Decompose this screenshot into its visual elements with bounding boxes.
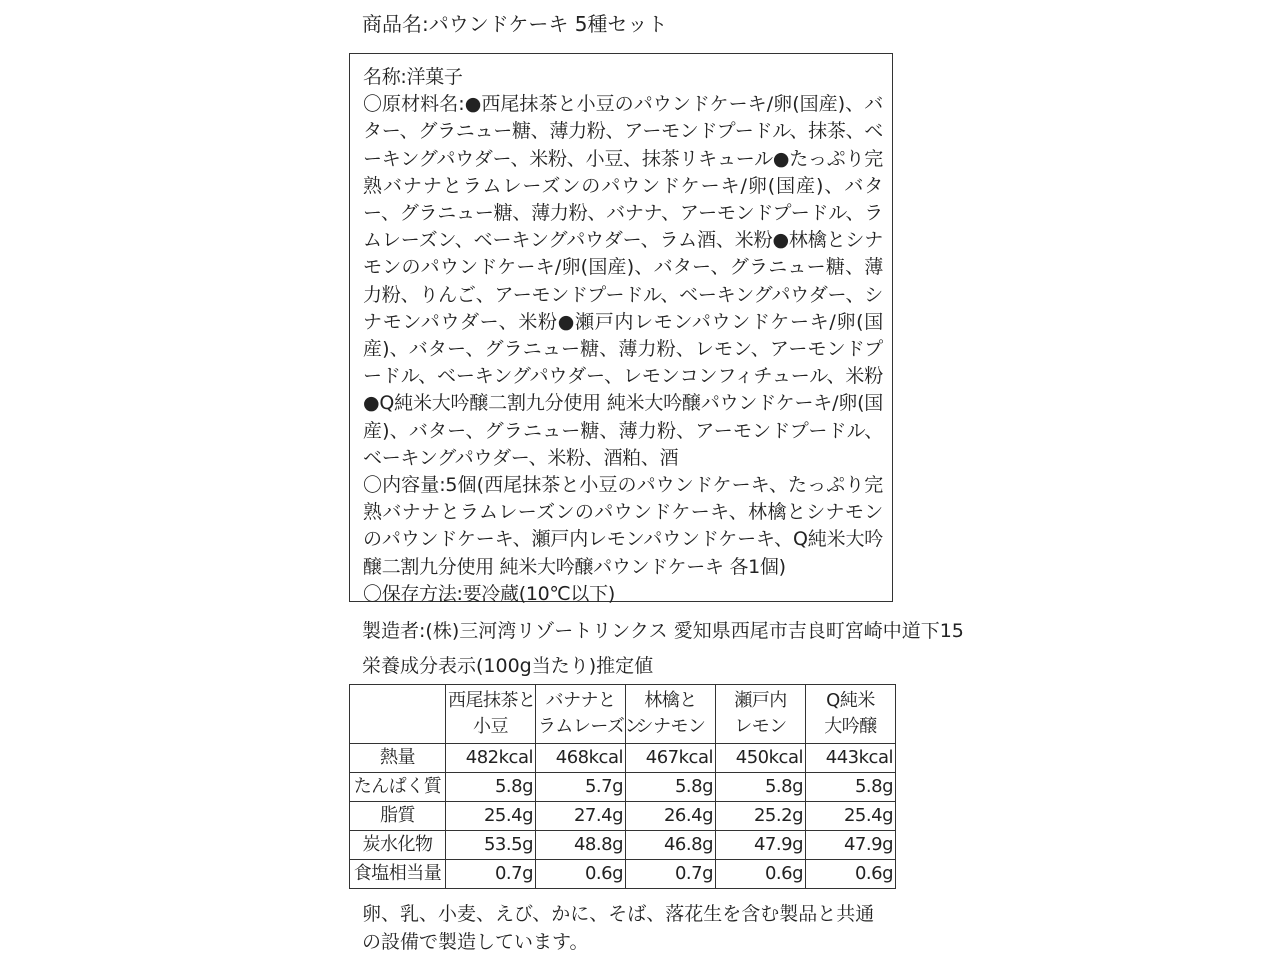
column-header <box>806 685 896 744</box>
table-cell: 443kcal <box>806 744 896 773</box>
nutrition-header-row <box>350 685 896 744</box>
product-name-value: パウンドケーキ 5種セット <box>428 12 668 36</box>
table-cell: 0.7g <box>446 860 536 889</box>
row-label: たんぱく質 <box>350 773 446 802</box>
column-header <box>446 685 536 744</box>
table-cell: 53.5g <box>446 831 536 860</box>
table-cell: 0.6g <box>536 860 626 889</box>
product-name <box>362 11 667 38</box>
nutrition-corner-cell <box>350 685 446 744</box>
table-cell: 27.4g <box>536 802 626 831</box>
table-cell: 46.8g <box>626 831 716 860</box>
table-cell: 25.4g <box>806 802 896 831</box>
column-header-line: Q純米 <box>826 690 875 711</box>
table-row <box>350 831 896 860</box>
table-row <box>350 802 896 831</box>
table-cell: 5.8g <box>716 773 806 802</box>
table-cell: 47.9g <box>716 831 806 860</box>
column-header-line: 西尾抹茶と <box>448 690 536 711</box>
column-header <box>626 685 716 744</box>
column-header <box>716 685 806 744</box>
contents-amount: 〇内容量:5個(西尾抹茶と小豆のパウンドケーキ、たっぷり完熟バナナとラムレーズンのパウンドケーキ、林檎とシナモンのパウンドケーキ、瀬戸内レモンパウンドケーキ、Q純米大吟醸二割九分使用 純米大吟醸パウンドケーキ 各1個) <box>363 474 883 578</box>
table-cell: 25.4g <box>446 802 536 831</box>
column-header-line: シナモン <box>635 716 706 737</box>
row-label: 炭水化物 <box>350 831 446 860</box>
table-cell: 450kcal <box>716 744 806 773</box>
row-label: 食塩相当量 <box>350 860 446 889</box>
column-header-line: バナナと <box>545 690 616 711</box>
product-name-label: 商品名: <box>362 12 429 36</box>
table-cell: 5.8g <box>806 773 896 802</box>
allergen-note-text: 卵、乳、小麦、えび、かに、そば、落花生を含む製品と共通の設備で製造しています。 <box>362 903 875 953</box>
allergen-note <box>362 900 892 956</box>
table-cell: 5.7g <box>536 773 626 802</box>
table-cell: 25.2g <box>716 802 806 831</box>
column-header-line: レモン <box>734 716 787 737</box>
table-cell: 48.8g <box>536 831 626 860</box>
table-cell: 47.9g <box>806 831 896 860</box>
column-header-line: 林檎と <box>644 690 697 711</box>
table-row <box>350 860 896 889</box>
column-header-line: 瀬戸内 <box>734 690 787 711</box>
row-label: 脂質 <box>350 802 446 831</box>
column-header-line: ラムレーズン <box>538 716 642 737</box>
table-cell: 468kcal <box>536 744 626 773</box>
table-cell: 0.6g <box>806 860 896 889</box>
table-cell: 467kcal <box>626 744 716 773</box>
storage-method: 〇保存方法:要冷蔵(10℃以下) <box>363 582 615 605</box>
table-cell: 482kcal <box>446 744 536 773</box>
product-label-box <box>349 53 893 605</box>
table-cell: 0.6g <box>716 860 806 889</box>
table-row <box>350 744 896 773</box>
product-label-content <box>363 64 883 608</box>
column-header-line: 大吟醸 <box>824 716 877 737</box>
table-cell: 26.4g <box>626 802 716 831</box>
ingredients-list: 〇原材料名:●西尾抹茶と小豆のパウンドケーキ/卵(国産)、バター、グラニュー糖、薄力粉、アーモンドプードル、抹茶、ベーキングパウダー、米粉、小豆、抹茶リキュール●たっぷり完熟バナナとラムレーズンのパウンドケーキ/卵(国産)、バター、グラニュー糖、薄力粉、バナナ、アーモンドプードル、ラムレーズン、ベーキングパウダー、ラム酒、米粉●林檎とシナモンのパウンドケーキ/卵(国産)、バター、グラニュー糖、薄力粉、りんご、アーモンドプードル、ベーキングパウダー、シナモンパウダー、米粉●瀬戸内レモンパウンドケーキ/卵(国産)、バター、グラニュー糖、薄力粉、レモン、アーモンドプードル、ベーキングパウダー、レモンコンフィチュール、米粉●Q純米大吟醸二割九分使用 純米大吟醸パウンドケーキ/卵(国産)、バター、グラニュー糖、薄力粉、アーモンドプードル、ベーキングパウダー、米粉、酒粕、酒 <box>363 93 883 469</box>
column-header <box>536 685 642 744</box>
manufacturer-info: 製造者:(株)三河湾リゾートリンクス 愛知県西尾市吉良町宮崎中道下15 <box>362 620 964 642</box>
table-cell: 5.8g <box>626 773 716 802</box>
row-label: 熱量 <box>350 744 446 773</box>
column-header-line: 小豆 <box>473 716 508 737</box>
nutrition-table <box>349 684 896 889</box>
table-cell: 0.7g <box>626 860 716 889</box>
product-category: 名称:洋菓子 <box>363 66 463 88</box>
table-row <box>350 773 896 802</box>
nutrition-heading: 栄養成分表示(100g当たり)推定値 <box>362 655 654 677</box>
table-cell: 5.8g <box>446 773 536 802</box>
